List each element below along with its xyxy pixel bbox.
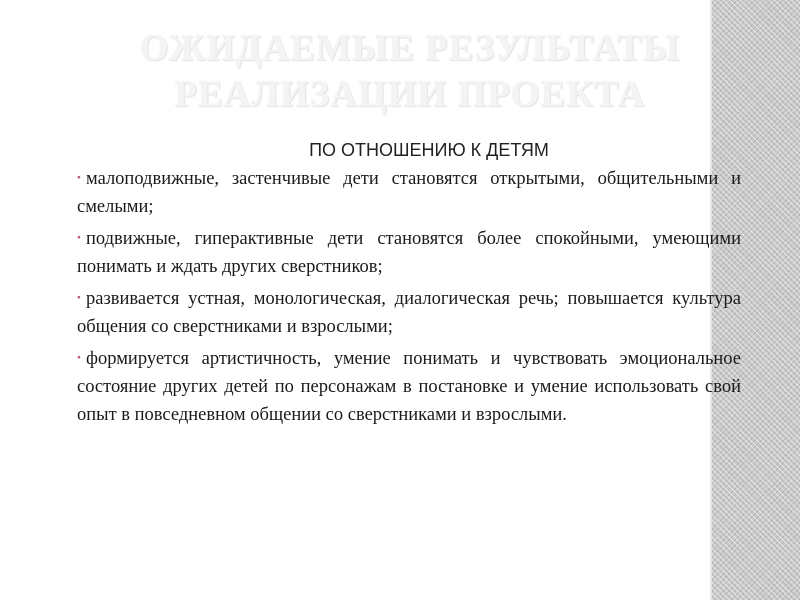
list-item-text: малоподвижные, застенчивые дети становятся открытыми, общительными и смелыми; — [77, 169, 741, 217]
bullet-icon: • — [77, 172, 81, 184]
section-subheading: ПО ОТНОШЕНИЮ К ДЕТЯМ — [309, 140, 549, 160]
list-item — [77, 164, 741, 221]
slide-title-line-2: РЕАЛИЗАЦИИ ПРОЕКТА — [174, 74, 646, 115]
results-list — [77, 164, 741, 429]
slide-title — [90, 26, 730, 118]
list-item-text: формируется артистичность, умение понимать и чувствовать эмоциональное состояние других детей по персонажам в постановке и умение использовать свой опыт в повседневном общении со сверстниками и взрослыми. — [77, 349, 741, 425]
list-item — [77, 344, 741, 429]
list-item-text: развивается устная, монологическая, диалогическая речь; повышается культура общения со сверстниками и взрослыми; — [77, 289, 741, 337]
slide-title-line-1: ОЖИДАЕМЫЕ РЕЗУЛЬТАТЫ — [139, 28, 681, 69]
bullet-icon: • — [77, 232, 81, 244]
bullet-icon: • — [77, 352, 81, 364]
list-item — [77, 224, 741, 281]
slide-body — [77, 136, 741, 432]
bullet-icon: • — [77, 292, 81, 304]
list-item-text: подвижные, гиперактивные дети становятся более спокойными, умеющими понимать и ждать других сверстников; — [77, 229, 741, 277]
list-item — [77, 284, 741, 341]
